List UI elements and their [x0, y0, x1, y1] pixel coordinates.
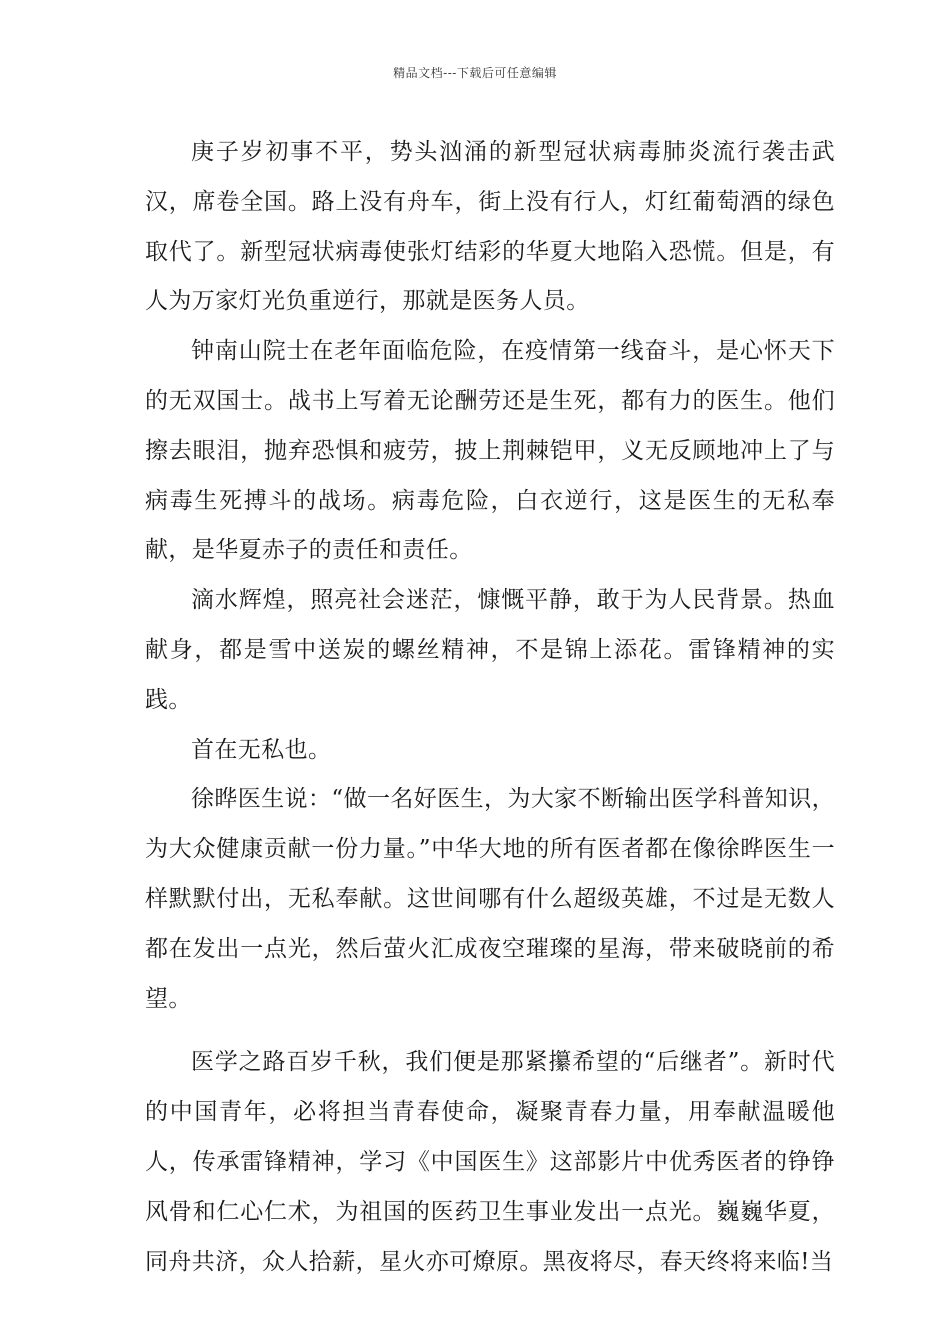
paragraph-4: 首在无私也。 — [191, 736, 332, 763]
page-header: 精品文档---下载后可任意编辑 — [393, 66, 557, 80]
paragraph-2: 钟南山院士在老年面临危险，在疫情第一线奋斗，是心怀天下的无双国士。战书上写着无论酬劳还是生死，都有力的医生。他们擦去眼泪，抛弃恐惧和疲劳，披上荆棘铠甲，义无反顾地冲上了与病毒生死搏斗的战场。病毒危险，白衣逆行，这是医生的无私奉献，是华夏赤子的责任和责任。 — [145, 338, 835, 564]
paragraph-1: 庚子岁初事不平，势头汹涌的新型冠状病毒肺炎流行袭击武汉，席卷全国。路上没有舟车，街上没有行人，灯红葡萄酒的绿色取代了。新型冠状病毒使张灯结彩的华夏大地陷入恐慌。但是，有人为万家灯光负重逆行，那就是医务人员。 — [145, 139, 835, 315]
body-text — [145, 128, 835, 1287]
paragraph-3: 滴水辉煌，照亮社会迷茫，慷慨平静，敢于为人民背景。热血献身，都是雪中送炭的螺丝精神，不是锦上添花。雷锋精神的实践。 — [145, 587, 835, 713]
paragraph-6: 医学之路百岁千秋，我们便是那紧攥希望的“后继者”。新时代的中国青年，必将担当青春使命，凝聚青春力量，用奉献温暖他人，传承雷锋精神，学习《中国医生》这部影片中优秀医者的铮铮风骨和仁心仁术，为祖国的医药卫生事业发出一点光。巍巍华夏，同舟共济，众人拾薪，星火亦可燎原。黑夜将尽，春天终将来临!当 — [145, 1049, 835, 1275]
paragraph-5: 徐晔医生说：“做一名好医生，为大家不断输出医学科普知识，为大众健康贡献一份力量。”中华大地的所有医者都在像徐晔医生一样默默付出，无私奉献。这世间哪有什么超级英雄，不过是无数人都在发出一点光，然后萤火汇成夜空璀璨的星海，带来破晓前的希望。 — [145, 786, 835, 1012]
